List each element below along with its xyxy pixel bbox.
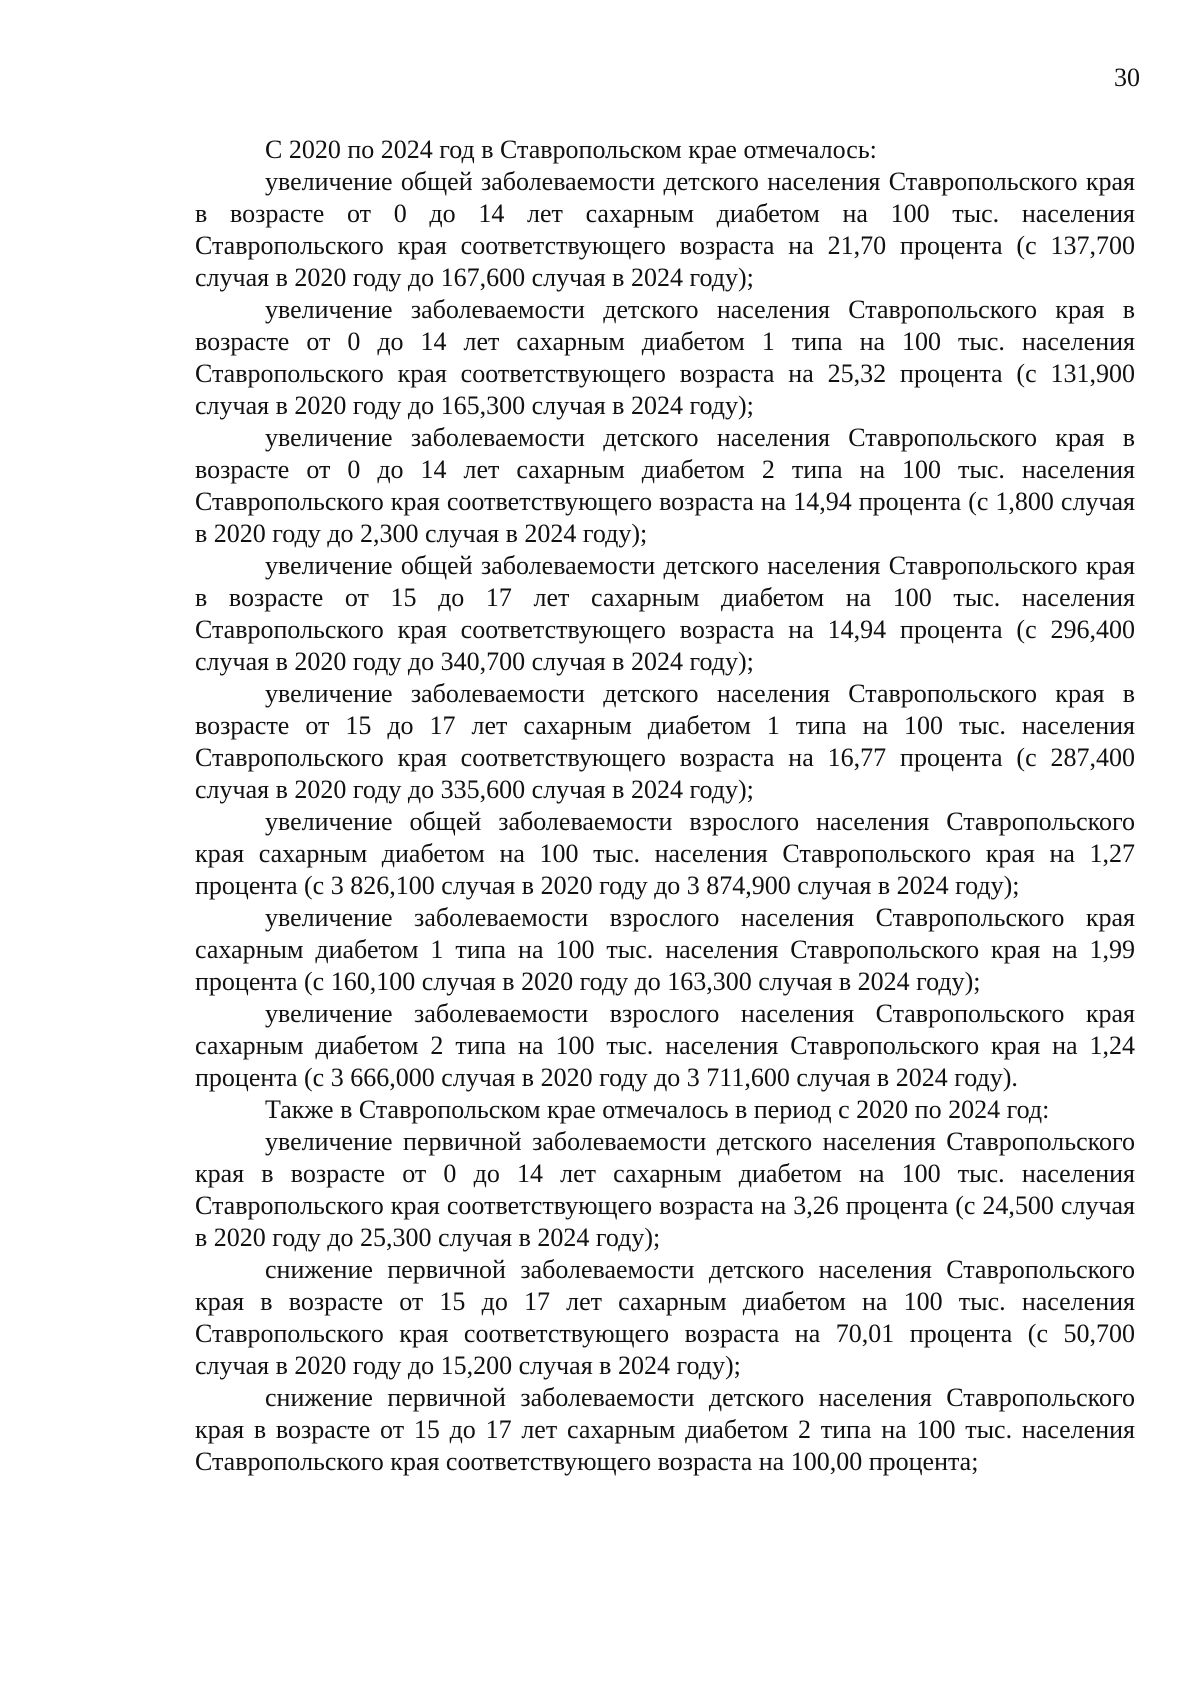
- list-item-children-15-17-total: увеличение общей заболеваемости детского населения Ставропольского края в возрасте от 15 до 17 лет сахарным диабетом на 100 тыс. населения Ставропольского края соответствующего возраста на 14,94 процента (с 296,400 случая в 2020 году до 340,700 случая в 2024 году);: [195, 551, 1135, 676]
- list-item-children-15-17-type1: увеличение заболеваемости детского населения Ставропольского края в возрасте от 15 до 17 лет сахарным диабетом 1 типа на 100 тыс. населения Ставропольского края соответствующего возраста на 16,77 процента (с 287,400 случая в 2020 году до 335,600 случая в 2024 году);: [195, 679, 1135, 804]
- page-number: 30: [1114, 63, 1140, 92]
- list-item-children-0-14-type2: увеличение заболеваемости детского населения Ставропольского края в возрасте от 0 до 14 лет сахарным диабетом 2 типа на 100 тыс. населения Ставропольского края соответствующего возраста на 14,94 процента (с 1,800 случая в 2020 году до 2,300 случая в 2024 году);: [195, 423, 1135, 548]
- second-intro-paragraph: Также в Ставропольском крае отмечалось в период с 2020 по 2024 год:: [265, 1095, 1050, 1124]
- list-item-children-0-14-total: увеличение общей заболеваемости детского населения Ставропольского края в возрасте от 0 до 14 лет сахарным диабетом на 100 тыс. населения Ставропольского края соответствующего возраста на 21,70 процента (с 137,700 случая в 2020 году до 167,600 случая в 2024 году);: [195, 167, 1135, 292]
- list-item-adults-total: увеличение общей заболеваемости взрослого населения Ставропольского края сахарным диабетом на 100 тыс. населения Ставропольского края на 1,27 процента (с 3 826,100 случая в 2020 году до 3 874,900 случая в 2024 году);: [195, 807, 1135, 900]
- list-item-primary-children-15-17: снижение первичной заболеваемости детского населения Ставропольского края в возрасте от 15 до 17 лет сахарным диабетом на 100 тыс. населения Ставропольского края соответствующего возраста на 70,01 процента (с 50,700 случая в 2020 году до 15,200 случая в 2024 году);: [195, 1255, 1135, 1380]
- list-item-adults-type2: увеличение заболеваемости взрослого населения Ставропольского края сахарным диабетом 2 типа на 100 тыс. населения Ставропольского края на 1,24 процента (с 3 666,000 случая в 2020 году до 3 711,600 случая в 2024 году).: [195, 999, 1135, 1092]
- list-item-primary-children-15-17-type2: снижение первичной заболеваемости детского населения Ставропольского края в возрасте от 15 до 17 лет сахарным диабетом 2 типа на 100 тыс. населения Ставропольского края соответствующего возраста на 100,00 процента;: [195, 1383, 1135, 1476]
- list-item-primary-children-0-14: увеличение первичной заболеваемости детского населения Ставропольского края в возрасте от 0 до 14 лет сахарным диабетом на 100 тыс. населения Ставропольского края соответствующего возраста на 3,26 процента (с 24,500 случая в 2020 году до 25,300 случая в 2024 году);: [195, 1127, 1135, 1252]
- list-item-children-0-14-type1: увеличение заболеваемости детского населения Ставропольского края в возрасте от 0 до 14 лет сахарным диабетом 1 типа на 100 тыс. населения Ставропольского края соответствующего возраста на 25,32 процента (с 131,900 случая в 2020 году до 165,300 случая в 2024 году);: [195, 295, 1135, 420]
- intro-paragraph: С 2020 по 2024 год в Ставропольском крае отмечалось:: [265, 135, 877, 164]
- list-item-adults-type1: увеличение заболеваемости взрослого населения Ставропольского края сахарным диабетом 1 типа на 100 тыс. населения Ставропольского края на 1,99 процента (с 160,100 случая в 2020 году до 163,300 случая в 2024 году);: [195, 903, 1135, 996]
- document-body: [195, 134, 1135, 1478]
